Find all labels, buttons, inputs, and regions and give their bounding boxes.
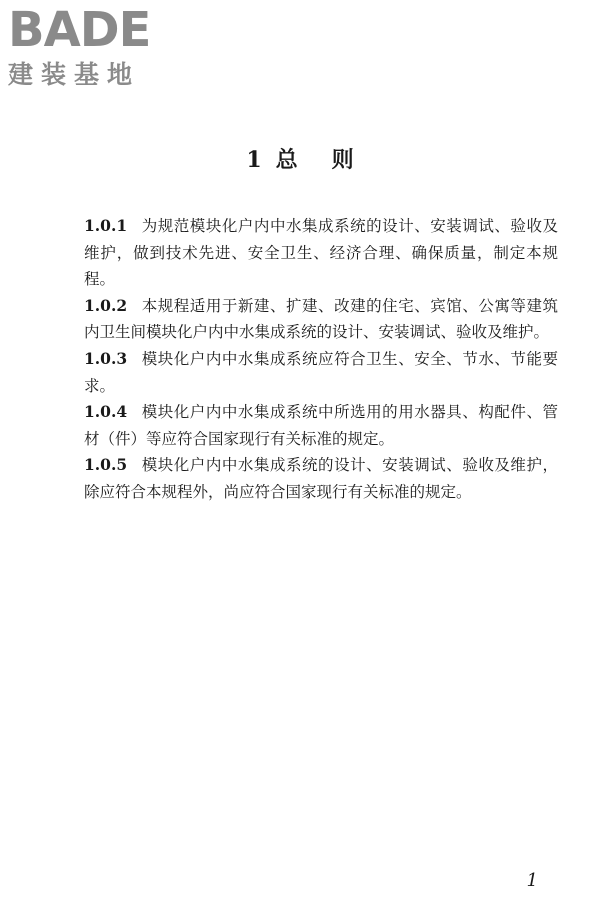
logo-subtitle: 建装基地 (8, 60, 141, 89)
chapter-title (0, 143, 600, 177)
clause-1-0-5 (84, 452, 558, 505)
clause-number: 1.0.2 (84, 295, 128, 315)
clause-number: 1.0.4 (84, 402, 128, 422)
clause-text: 本规程适用于新建、扩建、改建的住宅、宾馆、公寓等建筑内卫生间模块化户内中水集成系统的设计、安装调试、验收及维护。 (84, 296, 558, 342)
clause-text: 为规范模块化户内中水集成系统的设计、安装调试、验收及维护，做到技术先进、安全卫生、经济合理、确保质量，制定本规程。 (84, 217, 558, 289)
clause-1-0-1 (84, 213, 558, 293)
bade-logo (8, 4, 176, 92)
clause-text: 模块化户内中水集成系统应符合卫生、安全、节水、节能要求。 (84, 349, 558, 395)
clause-number: 1.0.1 (84, 216, 128, 235)
clause-1-0-3 (84, 346, 558, 399)
clause-text: 模块化户内中水集成系统中所选用的用水器具、构配件、管材（件）等应符合国家现行有关标准的规定。 (84, 403, 558, 448)
clause-text: 模块化户内中水集成系统的设计、安装调试、验收及维护，除应符合本规程外，尚应符合国家现行有关标准的规定。 (84, 456, 558, 501)
chapter-number: 1 (246, 147, 262, 173)
logo-wordmark: BADE (8, 2, 151, 58)
page-number: 1 (526, 870, 538, 891)
clause-number: 1.0.3 (84, 348, 128, 368)
clause-number: 1.0.5 (84, 455, 128, 475)
clause-1-0-2 (84, 293, 558, 346)
chapter-title-part1: 总 (275, 147, 298, 173)
clause-1-0-4 (84, 399, 558, 452)
chapter-title-part2: 则 (331, 147, 354, 173)
clause-list (84, 213, 558, 506)
